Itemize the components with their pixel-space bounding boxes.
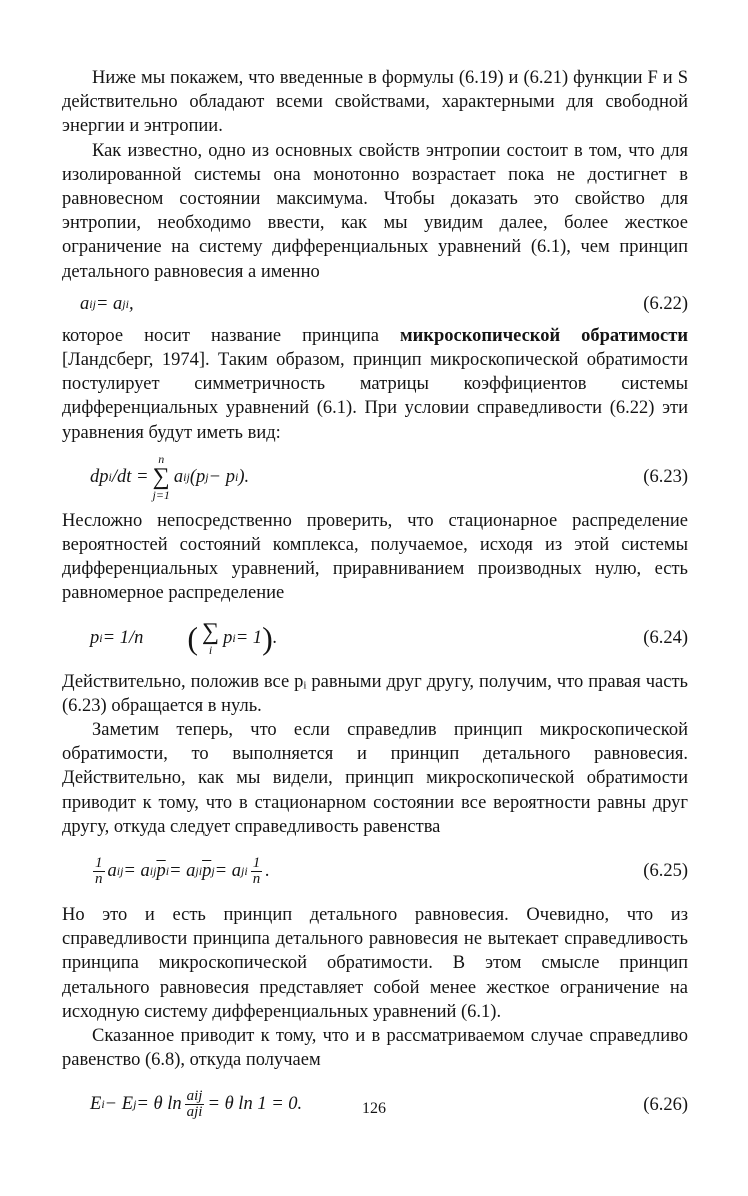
equation-6-25: $\frac{1}{n}$ a ij = a ij $\overline{p}$ i = a ji $\overline{p}$ j = a ji $\frac{1}{n}$ . (6.25) [95,854,688,887]
paragraph: Ниже мы покажем, что введенные в формулы (6.19) и (6.21) функции F и S действительно обладают всеми свойствами, характерными для свободной энергии и энтропии. [62,68,688,137]
paragraph: Сказанное приводит к тому, что и в рассматриваемом случае справедливо равенство (6.8), откуда получаем [62,1026,688,1071]
page-body [62,66,688,1137]
equation-number: (6.24) [643,627,688,648]
page-number: 126 [362,1100,386,1117]
equation-number: (6.25) [643,860,688,881]
equation-6-26: E i − E j = θ ln $\frac{\text{aij}}{\text{aji}}$ = θ ln 1 = 0. (6.26) [90,1088,688,1120]
sum-symbol: ∑ i [202,618,220,657]
equation-6-22: a ij = a ji , (6.22) [62,284,688,324]
equation-6-24: p i = 1/n ( ∑ i p i = 1 ) . (6.24) [90,618,688,657]
paragraph: Действительно, положив все pᵢ равными друг другу, получим, что правая часть (6.23) обращается в нуль. [62,671,688,716]
equation-number: (6.26) [643,1094,688,1115]
equation-number: (6.23) [643,466,688,487]
paragraph: Как известно, одно из основных свойств энтропии состоит в том, что для изолированной системы она монотонно возрастает пока не достигнет в равновесном состоянии максимума. Чтобы доказать это свойство для энтропии, необходимо ввести, как мы увидим далее, более жесткое ограничение на систему дифференциальных уравнений (6.1), чем принцип детального равновесия а именно [62,140,688,282]
paragraph: Заметим теперь, что если справедлив принцип микроскопической обратимости, то выполняется и принцип детального равновесия. Действительно, как мы видели, принцип микроскопической обратимости приводит к тому, что в стационарном состоянии все вероятности равны друг другу, откуда следует справедливость равенства [62,720,688,837]
equation-6-23: dp i /dt = n ∑ j=1 a ij (p j − p i ). (6.23) [90,451,688,502]
sum-symbol: n ∑ j=1 [152,451,170,502]
paragraph: которое носит название принципа микроскопической обратимости [Ландсберг, 1974]. Таким образом, принцип микроскопической обратимости постулирует симметричность матрицы коэффициентов системы дифференциальных уравнений (6.1). При условии справедливости (6.22) эти уравнения будут иметь вид: [62,325,689,443]
equation-number: (6.22) [643,293,688,314]
paragraph: Несложно непосредственно проверить, что стационарное распределение вероятностей состояний комплекса, получаемое, исходя из этой системы дифференциальных уравнений, приравниванием производных нулю, есть равномерное распределение [62,510,688,604]
paragraph: Но это и есть принцип детального равновесия. Очевидно, что из справедливости принципа детального равновесия не вытекает справедливость принципа микроскопической обратимости. В этом смысле принцип детального равновесия представляет собой менее жесткое ограничение на исходную систему дифференциальных уравнений (6.1). [62,905,688,1022]
term-bold: микроскопической обратимости [400,325,689,346]
